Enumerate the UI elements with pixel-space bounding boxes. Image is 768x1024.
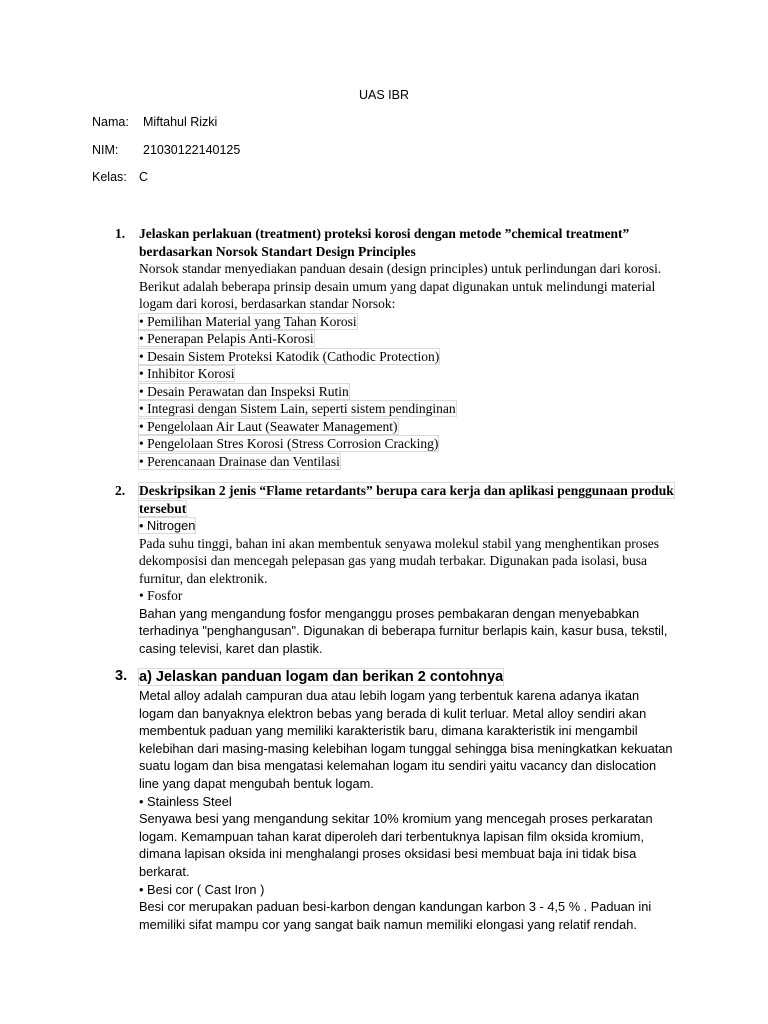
item-description: Pada suhu tinggi, bahan ini akan membentuk senyawa molekul stabil yang menghentikan proses dekomposisi dan mencegah pelepasan gas yang mudah terbakar. Digunakan pada isolasi, busa furnitur, dan elektronik.	[139, 535, 660, 586]
meta-value: 21030122140125	[143, 143, 241, 157]
meta-nama	[92, 115, 217, 129]
list-item: • Perencanaan Drainase dan Ventilasi	[139, 453, 340, 469]
list-item-label: • Fosfor	[139, 588, 183, 604]
item-description: Senyawa besi yang mengandung sekitar 10% kromium yang mencegah proses perkaratan logam. Kemampuan tahan karat diperoleh dari terbentuknya lapisan film oksida kromium, dimana lapisan oksida ini menghalangi proses oksidasi besi membuat baja ini tidak bisa berkarat.	[139, 811, 653, 879]
meta-value: Miftahul Rizki	[143, 115, 218, 129]
list-item: • Pemilihan Material yang Tahan Korosi	[139, 313, 357, 329]
question-1	[115, 225, 675, 470]
list-item: • Pengelolaan Air Laut (Seawater Management)	[139, 418, 398, 434]
question-title: Deskripsikan 2 jenis “Flame retardants” berupa cara kerja dan aplikasi penggunaan produk tersebut	[139, 483, 674, 516]
question-number: 1.	[115, 226, 126, 241]
question-number: 3.	[115, 668, 128, 684]
list-item-label: • Stainless Steel	[139, 793, 232, 809]
question-title: a) Jelaskan panduan logam dan berikan 2 contohnya	[139, 669, 504, 685]
list-item-label: • Besi cor ( Cast Iron )	[139, 881, 265, 897]
list-item-label: • Nitrogen	[139, 518, 196, 533]
list-item: • Inhibitor Korosi	[139, 366, 235, 381]
list-item: • Pengelolaan Stres Korosi (Stress Corrosion Cracking)	[139, 436, 439, 451]
question-intro: Metal alloy adalah campuran dua atau lebih logam yang terbentuk karena adanya ikatan logam dan banyaknya elektron bebas yang berada di kulit terluar. Metal alloy sendiri akan membentuk paduan yang memiliki karakteristik baru, dimana karakteristik ini mengambil kelebihan dari masing-masing kelebihan logam tunggal sehingga bisa meningkatkan kekuatan suatu logam dan bisa mengatasi kelemahan logam itu sendiri yaitu vacancy dan dislocation line yang dapat mengubah bentuk logam.	[139, 688, 673, 791]
list-item: • Desain Perawatan dan Inspeksi Rutin	[139, 383, 349, 399]
meta-label: Nama:	[92, 115, 129, 129]
question-2	[115, 482, 675, 657]
item-description: Besi cor merupakan paduan besi-karbon dengan kandungan karbon 3 - 4,5 % . Paduan ini memiliki sifat mampu cor yang sangat baik namun memiliki elongasi yang relatif rendah.	[139, 899, 652, 932]
meta-kelas	[92, 170, 148, 184]
item-description: Bahan yang mengandung fosfor menganggu proses pembakaran dengan menyebabkan terhadinya "penghangusan". Digunakan di beberapa furnitur berlapis kain, kasur busa, tekstil, casing televisi, karet dan plastik.	[139, 605, 668, 656]
meta-label: NIM:	[92, 143, 119, 157]
list-item: • Penerapan Pelapis Anti-Korosi	[139, 331, 314, 346]
list-item: • Integrasi dengan Sistem Lain, seperti sistem pendinginan	[139, 401, 456, 416]
question-title: Jelaskan perlakuan (treatment) proteksi korosi dengan metode ”chemical treatment” berdasarkan Norsok Standart Design Principles	[139, 226, 630, 259]
document-title: UAS IBR	[358, 88, 409, 102]
list-item: • Desain Sistem Proteksi Katodik (Cathodic Protection)	[139, 348, 440, 364]
meta-value: C	[139, 170, 149, 184]
question-intro: Norsok standar menyediakan panduan desain (design principles) untuk perlindungan dari korosi. Berikut adalah beberapa prinsip desain umum yang dapat digunakan untuk melindungi material logam dari korosi, berdasarkan standar Norsok:	[139, 261, 662, 311]
meta-nim	[92, 143, 240, 157]
question-number: 2.	[115, 483, 126, 498]
meta-label: Kelas:	[92, 170, 127, 184]
question-3	[115, 668, 675, 933]
